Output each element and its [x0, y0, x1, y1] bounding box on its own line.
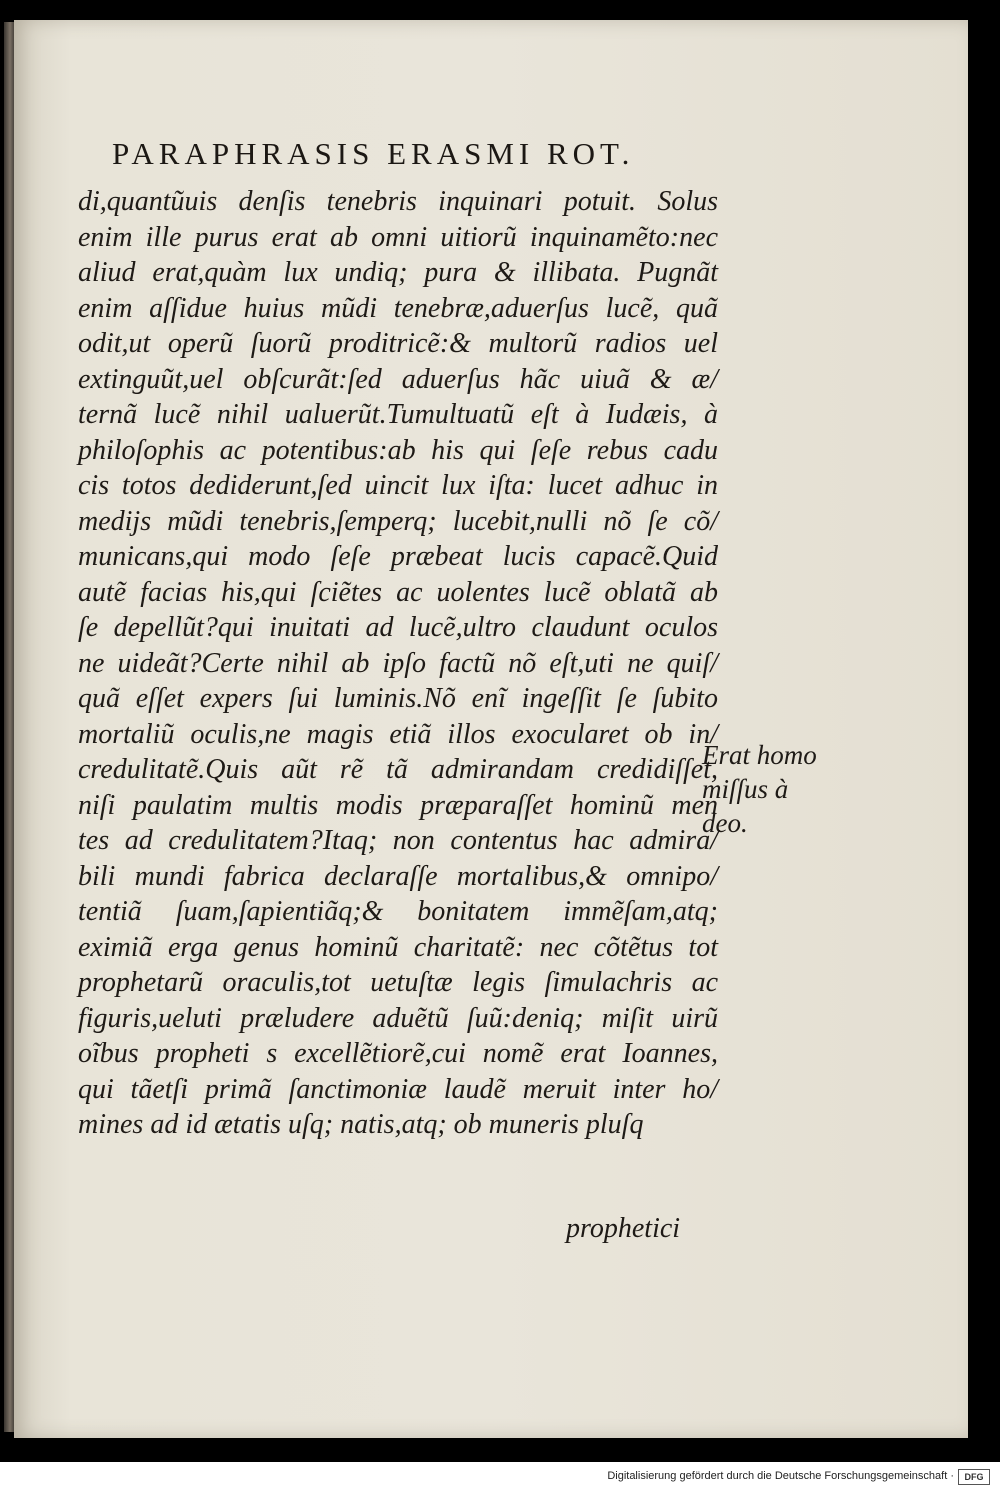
margin-note-line: miſſus à	[702, 774, 789, 804]
margin-note	[702, 738, 862, 840]
text-line: figuris,ueluti præludere aduẽtũ ſuũ:deniq; miſit uirũ	[78, 1002, 718, 1034]
text-line: niſi paulatim multis modis præparaſſet hominũ men	[78, 789, 718, 821]
text-line: di,quantũuis denſis tenebris inquinari potuit. Solus	[78, 186, 718, 217]
text-line: eximiã erga genus hominũ charitatẽ: nec cõtẽtus tot	[78, 931, 718, 963]
text-line: tes ad credulitatem?Itaq; non contentus hac admira/	[78, 825, 718, 856]
margin-note-line: Erat homo	[702, 740, 817, 770]
running-head: PARAPHRASIS ERASMI ROT.	[112, 136, 635, 171]
text-line: cis totos dediderunt,ſed uincit lux iſta: lucet adhuc in	[78, 470, 718, 501]
text-line: oĩbus propheti s excellẽtiorẽ,cui nomẽ erat Ioannes,	[78, 1038, 718, 1069]
text-line: prophetarũ oraculis,tot uetuſtæ legis ſimulachris ac	[78, 967, 718, 998]
text-line: enim ille purus erat ab omni uitiorũ inquinamẽto:nec	[78, 221, 718, 253]
body-text	[78, 184, 718, 1143]
text-line: medijs mũdi tenebris,ſemperq; lucebit,nulli nõ ſe cõ/	[78, 505, 718, 537]
text-line: ſe depellũt?qui inuitati ad lucẽ,ultro claudunt oculos	[78, 612, 718, 643]
footer-bar	[0, 1462, 1000, 1491]
text-line: credulitatẽ.Quis aũt rẽ tã admirandam credidiſſet,	[78, 754, 718, 785]
text-line: quã eſſet expers ſui luminis.Nõ enĩ ingeſſit ſe ſubito	[78, 683, 718, 714]
text-line: bili mundi fabrica declaraſſe mortalibus,& omnipo/	[78, 860, 718, 892]
text-line: ternã lucẽ nihil ualuerũt.Tumultuatũ eſt à Iudæis, à	[78, 399, 718, 430]
dfg-logo: DFG	[958, 1469, 990, 1485]
text-line: philoſophis ac potentibus:ab his qui ſeſe rebus cadu	[78, 434, 718, 466]
text-line: extinguũt,uel obſcurãt:ſed aduerſus hãc uiuã & æ/	[78, 363, 718, 395]
text-line: mortaliũ oculis,ne magis etiã illos exocularet ob in/	[78, 718, 718, 750]
catchword: prophetici	[566, 1213, 681, 1244]
text-line: enim aſſidue huius mũdi tenebræ,aduerſus lucẽ, quã	[78, 292, 718, 324]
text-line: qui tãetſi primã ſanctimoniæ laudẽ meruit inter ho/	[78, 1073, 718, 1105]
text-line: tentiã ſuam,ſapientiãq;& bonitatem immẽſam,atq;	[78, 896, 718, 927]
text-line: municans,qui modo ſeſe præbeat lucis capacẽ.Quid	[78, 541, 718, 572]
footer-credit: Digitalisierung gefördert durch die Deutsche Forschungsgemeinschaft ·	[607, 1470, 954, 1482]
book-edge	[4, 22, 14, 1432]
margin-note-line: deo.	[702, 808, 748, 838]
text-line: ne uideãt?Certe nihil ab ipſo factũ nõ eſt,uti ne quiſ/	[78, 647, 718, 679]
text-line: mines ad id ætatis uſq; natis,atq; ob muneris pluſq	[78, 1109, 644, 1140]
text-line: aliud erat,quàm lux undiq; pura & illibata. Pugnãt	[78, 257, 718, 288]
text-line: autẽ facias his,qui ſciẽtes ac uolentes lucẽ oblatã ab	[78, 576, 718, 608]
text-line: odit,ut operũ ſuorũ proditricẽ:& multorũ radios uel	[78, 328, 718, 359]
